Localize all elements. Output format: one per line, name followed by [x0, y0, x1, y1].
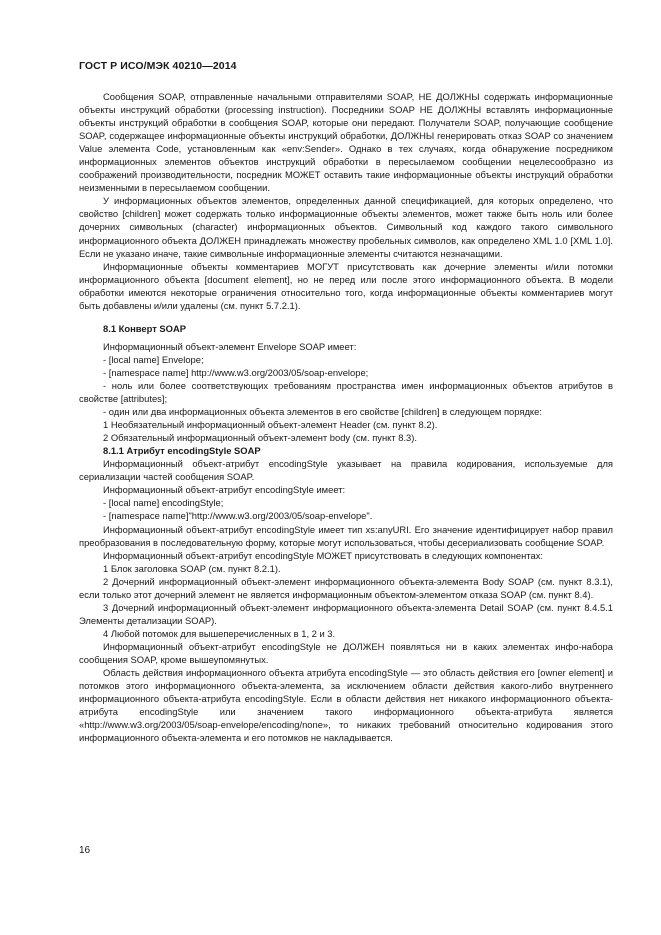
- paragraph: Информационные объекты комментариев МОГУТ присутствовать как дочерние элементы и/или потомки информационного объекта [document element], но не перед или после этого информационного объекта. В модели обработки имеются некоторые ограничения относительно того, когда информационные объекты комментариев могут быть добавлены и/или удалены (см. пункт 5.7.2.1).: [79, 260, 613, 311]
- list-item: 3 Дочерний информационный объект-элемент информационного объекта-элемента Detail SOAP (см. пункт 8.4.5.1 Элементы детализации SOAP).: [79, 601, 613, 626]
- paragraph: Информационный объект-элемент Envelope SOAP имеет:: [103, 340, 357, 352]
- list-item: - [namespace name]"http://www.w3.org/2003/05/soap-envelope".: [103, 510, 373, 522]
- list-item: - [namespace name] http://www.w3.org/2003/05/soap-envelope;: [103, 366, 369, 378]
- paragraph: Информационный объект-атрибут encodingStyle указывает на правила кодирования, используемые для сериализации частей сообщения SOAP.: [79, 458, 613, 483]
- paragraph: Информационный объект-атрибут encodingStyle МОЖЕТ присутствовать в следующих компонентах:: [103, 549, 544, 561]
- list-item: 1 Блок заголовка SOAP (см. пункт 8.2.1).: [103, 562, 281, 574]
- paragraph: Информационный объект-атрибут encodingStyle не ДОЛЖЕН появляться ни в каких элементах инфо-набора сообщения SOAP, кроме вышеупомянутых.: [79, 640, 613, 665]
- page-number: 16: [79, 845, 91, 856]
- list-item: 2 Обязательный информационный объект-элемент body (см. пункт 8.3).: [103, 432, 417, 444]
- paragraph: Информационный объект-атрибут encodingStyle имеет тип xs:anyURI. Его значение идентифицирует набор правил преобразования в последовательную форму, которые могут использоваться, чтобы десериализовать сообщение SOAP.: [79, 523, 613, 548]
- paragraph: У информационных объектов элементов, определенных данной спецификацией, для которых определено, что свойство [children] может содержать только информационные объекты элементов, может также быть ноль или более дочерних символьных (character) информационных объектов. Символьный код каждого такого символьного информационного объекта ДОЛЖЕН принадлежать множеству пробельных символов, как определено XML 1.0 [XML 1.0]. Если не указано иначе, такие символьные информационные элементы считаются незначащими.: [79, 195, 613, 259]
- list-item: - [local name] Envelope;: [103, 353, 204, 365]
- document-body: [79, 90, 613, 744]
- document-header: ГОСТ Р ИСО/МЭК 40210—2014: [79, 60, 237, 72]
- section-heading: 8.1 Конверт SOAP: [103, 322, 186, 334]
- list-item: 1 Необязательный информационный объект-элемент Header (см. пункт 8.2).: [103, 419, 438, 431]
- subsection-heading: 8.1.1 Атрибут encodingStyle SOAP: [103, 445, 261, 457]
- list-item: - ноль или более соответствующих требованиям пространства имен информационных объектов атрибутов в свойстве [attributes];: [79, 379, 613, 405]
- paragraph: Информационный объект-атрибут encodingStyle имеет:: [103, 484, 346, 496]
- list-item: 4 Любой потомок для вышеперечисленных в 1, 2 и 3.: [103, 627, 336, 639]
- paragraph: Область действия информационного объекта атрибута encodingStyle — это область действия его [owner element] и потомков этого информационного объекта-элемента, за исключением области действия какого-либо внутреннего информационного объекта-атрибута encodingStyle. Если в области действия нет никакого информационного объекта-атрибута encodingStyle или значением такого информационного объекта-атрибута является «http://www.w3.org/2003/05/soap-envelope/encoding/none», то никаких требований относительно кодирования этого информационного объекта-элемента и его потомков не накладывается.: [79, 667, 613, 744]
- paragraph: Сообщения SOAP, отправленные начальными отправителями SOAP, НЕ ДОЛЖНЫ содержать информационные объекты инструкций обработки (processing instruction). Посредники SOAP НЕ ДОЛЖНЫ вставлять информационные объекты инструкций обработки в сообщения SOAP, которые они передают. Получатели SOAP, получающие сообщение SOAP, содержащее информационные объекты инструкций обработки, ДОЛЖНЫ генерировать отказ SOAP со значением Value элемента Code, установленным как «env:Sender». Однако в тех случаях, когда обнаружение посредником информационных элементов объектов инструкций обработки в пересылаемом сообщении нецелесообразно из соображений производительности, посредник МОЖЕТ оставить такие информационные объекты инструкций обработки неизменными в пересылаемом сообщении.: [79, 91, 613, 194]
- list-item: - один или два информационных объекта элементов в его свойстве [children] в следующем порядке:: [103, 406, 542, 418]
- list-item: - [local name] encodingStyle;: [103, 497, 224, 509]
- list-item: 2 Дочерний информационный объект-элемент информационного объекта-элемента Body SOAP (см. пункт 8.3.1), если только этот дочерний элемент не является информационным объектом-элементом отказа SOAP (см. пункт 8.4).: [79, 575, 613, 600]
